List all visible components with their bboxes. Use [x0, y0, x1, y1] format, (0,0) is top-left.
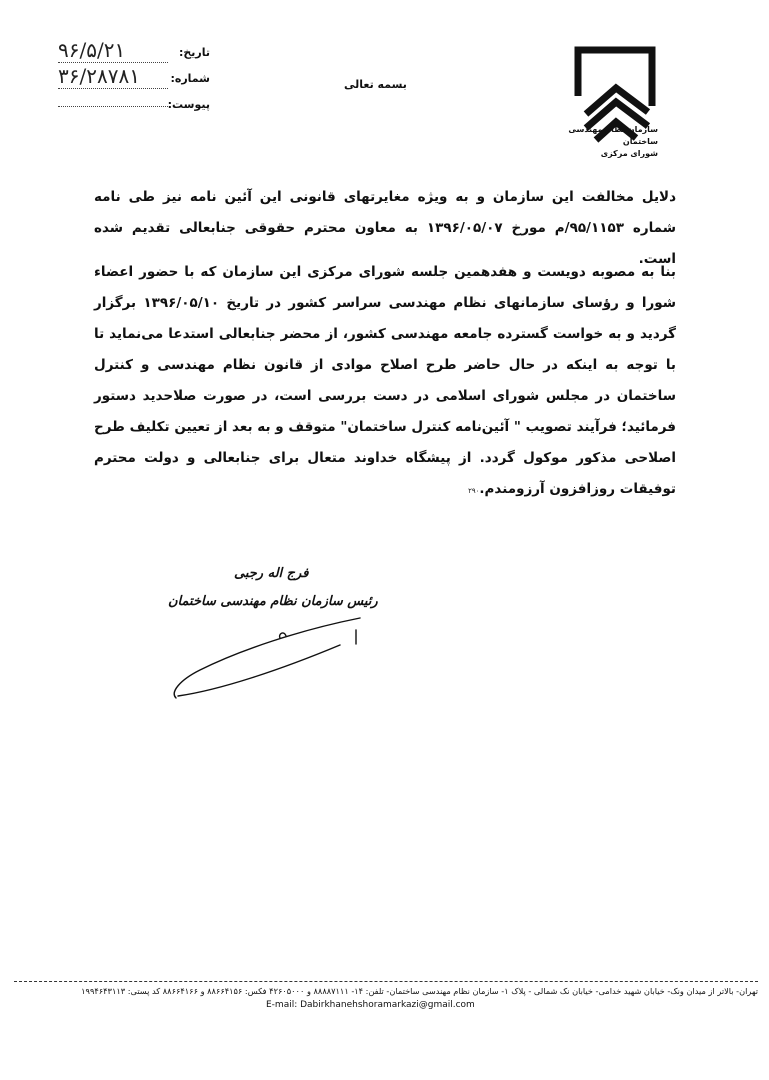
paragraph-2-text: بنا به مصوبه دویست و هفدهمین جلسه شورای مرکزی این سازمان که با حضور اعضاء شورا و رؤسای سازمانهای نظام مهندسی سراسر کشور در تاریخ ۱۳۹۶/۰۵/۱۰ برگزار گردید و به خواست گسترده جامعه مهندسی کشور، از محضر جنابعالی استدعا می‌نماید تا با توجه به اینکه در حال حاضر طرح اصلاح موادی از قانون نظام مهندسی و کنترل ساختمان در مجلس شورای اسلامی در دست بررسی است، در صورت صلاحدید دستور فرمائید؛ فرآیند تصویب " آئین‌نامه کنترل ساختمان" متوقف و به بعد از تعیین تکلیف طرح اصلاحی مذکور موکول گردد. از پیشگاه خداوند متعال برای جنابعالی و دولت محترم توفیقات روزافزون آرزومندم.	[94, 264, 676, 497]
date-label: تاریخ:	[178, 46, 210, 59]
signatory-name: فرج اله رجبی	[234, 566, 309, 581]
number-row	[60, 66, 210, 92]
attachment-label: پیوست:	[167, 98, 210, 111]
date-value: ۹۶/۵/۲۱	[58, 38, 168, 63]
handwritten-signature-icon	[160, 600, 390, 710]
footer-address: تهران- بالاتر از میدان ونک- خیابان شهید خدامی- خیابان نک شمالی - پلاک ۱- سازمان نظام مهندسی ساختمان- تلفن: ۱۴- ۸۸۸۸۷۱۱۱ و ۴۲۶۰۵۰۰۰ فکس: ۸۸۶۶۴۱۵۶ و ۸۸۶۶۴۱۶۶ کد پستی: ۱۹۹۴۶۴۳۱۱۳	[81, 986, 758, 996]
organization-caption	[548, 124, 658, 160]
signatory-title: رئیس سازمان نظام مهندسی ساختمان	[168, 594, 378, 609]
attachment-row	[60, 92, 210, 118]
number-value: ۳۶/۲۸۷۸۱	[58, 64, 168, 89]
attachment-value	[58, 90, 168, 107]
letter-meta	[60, 40, 210, 118]
organization-name: سازمان نظام مهندسی ساختمان	[568, 125, 658, 146]
footer-divider	[14, 981, 758, 982]
footer-email: E-mail: Dabirkhanehshoramarkazi@gmail.com	[266, 1000, 475, 1010]
date-row	[60, 40, 210, 66]
basmala: بسمه تعالی	[344, 78, 407, 91]
paragraph-1: دلایل مخالفت این سازمان و به ویژه مغایرتهای قانونی این آئین نامه نیز طی نامه شماره ۹۵/۱۱۵۳/م مورخ ۱۳۹۶/۰۵/۰۷ به معاون محترم حقوقی جنابعالی تقدیم شده است.	[94, 189, 676, 267]
number-label: شماره:	[170, 72, 210, 85]
reference-tag: ۲۹۰	[468, 487, 480, 495]
organization-subtitle: شورای مرکزی	[600, 149, 658, 158]
paragraph-2	[94, 257, 676, 507]
